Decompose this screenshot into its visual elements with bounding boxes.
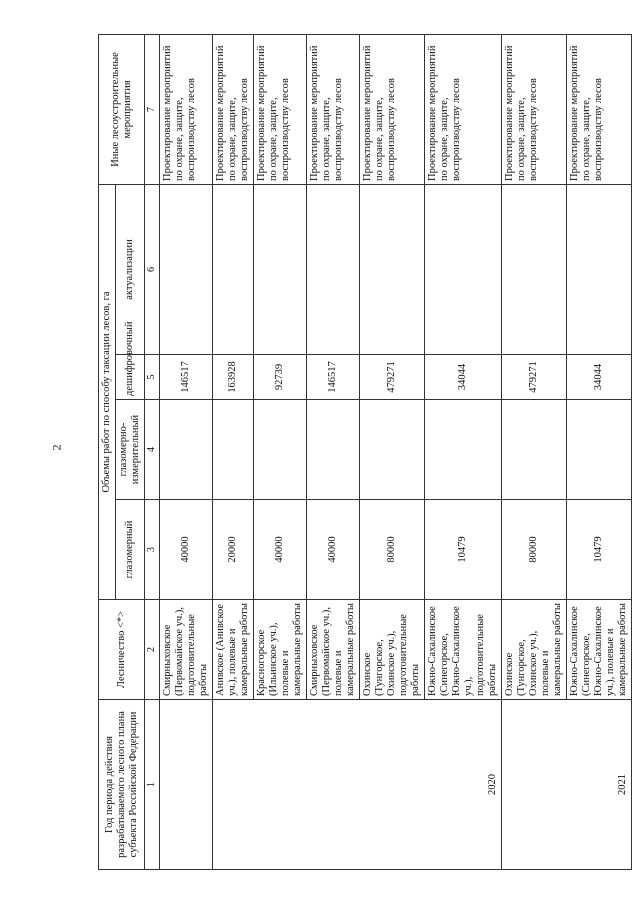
decoding-cell: 479271 — [502, 355, 567, 400]
forestry-cell: Охинское (Тунгорское, Охинское уч.), полевые и камеральные работы — [502, 600, 567, 700]
other-cell: Проектирование мероприятий по охране, защите, воспроизводству лесов — [160, 34, 213, 184]
decoding-cell: 34044 — [567, 355, 632, 400]
table-row — [213, 34, 254, 869]
decoding-cell: 163928 — [213, 355, 254, 400]
column-number: 1 — [145, 700, 160, 870]
updating-cell — [307, 184, 360, 354]
visual-measuring-cell — [213, 400, 254, 500]
header-other: Иные лесоустроительные мероприятия — [99, 34, 145, 184]
column-number: 5 — [145, 355, 160, 400]
column-number: 3 — [145, 500, 160, 600]
visual-measuring-cell — [307, 400, 360, 500]
other-cell: Проектирование мероприятий по охране, защите, воспроизводству лесов — [307, 34, 360, 184]
forestry-cell: Южно-Сахалинское (Синегорское, Южно-Сахалинское уч.), подготовительные работы — [425, 600, 502, 700]
updating-cell — [213, 184, 254, 354]
other-cell: Проектирование мероприятий по охране, защите, воспроизводству лесов — [360, 34, 425, 184]
updating-cell — [160, 184, 213, 354]
visual-cell: 80000 — [360, 500, 425, 600]
forest-inventory-table — [98, 34, 632, 870]
visual-cell: 40000 — [307, 500, 360, 600]
other-cell: Проектирование мероприятий по охране, защите, воспроизводству лесов — [502, 34, 567, 184]
column-number: 6 — [145, 184, 160, 354]
forestry-cell: Анивское (Анивское уч.), полевые и камеральные работы — [213, 600, 254, 700]
visual-cell: 20000 — [213, 500, 254, 600]
updating-cell — [360, 184, 425, 354]
updating-cell — [502, 184, 567, 354]
forestry-cell: Охинское (Тунгорское, Охинское уч.), подготовительные работы — [360, 600, 425, 700]
visual-measuring-cell — [254, 400, 307, 500]
column-number: 4 — [145, 400, 160, 500]
column-number: 7 — [145, 34, 160, 184]
rotated-table-wrapper — [98, 35, 628, 870]
forestry-cell: Красногорское (Ильинское уч.), полевые и камеральные работы — [254, 600, 307, 700]
visual-cell: 40000 — [254, 500, 307, 600]
decoding-cell: 479271 — [360, 355, 425, 400]
other-cell: Проектирование мероприятий по охране, защите, воспроизводству лесов — [425, 34, 502, 184]
visual-measuring-cell — [425, 400, 502, 500]
visual-cell: 10479 — [567, 500, 632, 600]
visual-measuring-cell — [160, 400, 213, 500]
visual-measuring-cell — [567, 400, 632, 500]
forestry-cell: Южно-Сахалинское (Синегорское, Южно-Сахалинское уч.), полевые и камеральные работы — [567, 600, 632, 700]
column-number: 2 — [145, 600, 160, 700]
forestry-cell: Смирныховское (Первомайское уч.), подготовительные работы — [160, 600, 213, 700]
updating-cell — [254, 184, 307, 354]
year-cell — [160, 700, 213, 870]
decoding-cell: 92739 — [254, 355, 307, 400]
updating-cell — [425, 184, 502, 354]
header-visual: глазомерный — [116, 500, 145, 600]
visual-cell: 80000 — [502, 500, 567, 600]
header-year: Год периода действия разрабатываемого лесного плана субъекта Российской Федерации — [99, 700, 145, 870]
year-cell: 2021 — [502, 700, 632, 870]
visual-measuring-cell — [502, 400, 567, 500]
updating-cell — [567, 184, 632, 354]
header-volumes: Объемы работ по способу таксации лесов, га — [99, 184, 116, 599]
header-updating: актуализации — [116, 184, 145, 354]
year-cell: 2020 — [213, 700, 502, 870]
visual-measuring-cell — [360, 400, 425, 500]
table-row — [160, 34, 213, 869]
other-cell: Проектирование мероприятий по охране, защите, воспроизводству лесов — [213, 34, 254, 184]
header-visual-measuring: глазомерно-измерительный — [116, 400, 145, 500]
visual-cell: 40000 — [160, 500, 213, 600]
forestry-cell: Смирныховское (Первомайское уч.), полевые и камеральные работы — [307, 600, 360, 700]
visual-cell: 10479 — [425, 500, 502, 600]
table-row — [502, 34, 567, 869]
other-cell: Проектирование мероприятий по охране, защите, воспроизводству лесов — [254, 34, 307, 184]
decoding-cell: 146517 — [160, 355, 213, 400]
decoding-cell: 34044 — [425, 355, 502, 400]
header-forestry: Лесничество <*> — [99, 600, 145, 700]
other-cell: Проектирование мероприятий по охране, защите, воспроизводству лесов — [567, 34, 632, 184]
decoding-cell: 146517 — [307, 355, 360, 400]
header-decoding: дешифровочный — [116, 355, 145, 400]
page-number: 2 — [49, 444, 64, 451]
